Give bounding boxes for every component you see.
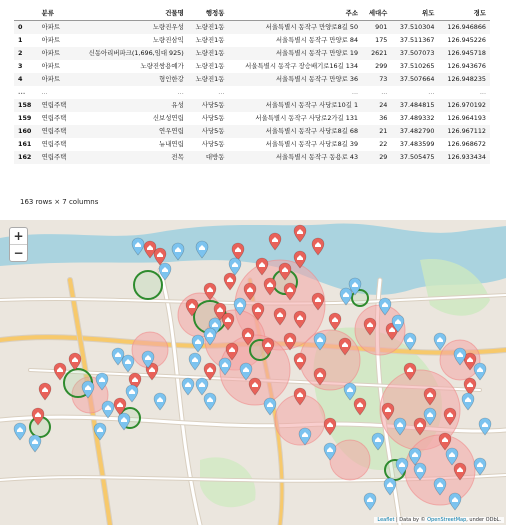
cell-address: 서울특별시 동작구 동용로 43 <box>275 153 359 161</box>
cell-district: 노량진1동 <box>195 36 225 44</box>
cell-households: 175 <box>375 36 388 44</box>
cell-latitude: 37.484815 <box>399 101 435 109</box>
attribution-text: | Data by © <box>396 517 428 523</box>
cell-longitude: 126.943676 <box>447 62 486 70</box>
cell-households: 21 <box>379 127 388 135</box>
cell-category: 연립주택 <box>41 101 67 109</box>
cell-latitude: 37.507664 <box>399 75 435 83</box>
cell-district: 노량진1동 <box>195 62 225 70</box>
cell-households: ... <box>381 88 388 96</box>
table-row <box>14 125 490 138</box>
cell-households: 24 <box>379 101 388 109</box>
cell-district: 사당5동 <box>201 114 225 122</box>
cell-longitude: 126.964193 <box>447 114 486 122</box>
cell-building-name: 형인한강 <box>159 75 184 83</box>
leaflet-link[interactable]: Leaflet <box>377 517 395 523</box>
density-circle <box>330 440 370 480</box>
cell-building-name: ... <box>177 88 184 96</box>
cell-district: 노량진1동 <box>195 23 225 31</box>
cell-district: 사당5동 <box>201 127 225 135</box>
cell-latitude: 37.483599 <box>399 140 435 148</box>
cell-address: 서울특별시 동작구 만양로 84 <box>275 36 359 44</box>
row-index: 1 <box>18 36 23 44</box>
cell-category: 아파트 <box>41 49 61 57</box>
cell-building-name: 연우연립 <box>159 127 184 135</box>
zoom-control[interactable] <box>9 227 28 262</box>
cell-category: 연립주택 <box>41 140 67 148</box>
attribution-license: , under ODbL. <box>466 517 501 523</box>
cell-latitude: 37.511367 <box>399 36 435 44</box>
row-index: ... <box>18 88 26 96</box>
cell-building-name: 뉴내연립 <box>159 140 184 148</box>
cell-households: 901 <box>375 23 388 31</box>
dataframe-output <box>0 0 506 200</box>
table-row <box>14 112 490 125</box>
osm-link[interactable]: OpenStreetMap <box>427 517 467 523</box>
folium-map[interactable] <box>0 220 506 525</box>
cell-address: 서울특별시 동작구 만양로8길 50 <box>265 23 359 31</box>
cell-building-name: 유성 <box>171 101 184 109</box>
table-row <box>14 47 490 60</box>
table-row <box>14 73 490 86</box>
dataframe-table <box>14 6 490 164</box>
cell-longitude: 126.946866 <box>447 23 486 31</box>
cell-households: 73 <box>379 75 388 83</box>
cell-latitude: ... <box>428 88 435 96</box>
cell-households: 22 <box>379 140 388 148</box>
cell-latitude: 37.507073 <box>399 49 435 57</box>
cell-category: 연립주택 <box>41 153 67 161</box>
table-row <box>14 99 490 112</box>
cell-longitude: 126.945226 <box>447 36 486 44</box>
cell-category: 아파트 <box>41 75 61 83</box>
row-index: 3 <box>18 62 23 70</box>
row-index: 162 <box>18 153 32 161</box>
cell-latitude: 37.510265 <box>399 62 435 70</box>
cell-latitude: 37.489332 <box>399 114 435 122</box>
table-row <box>14 60 490 73</box>
map-canvas[interactable] <box>0 220 506 525</box>
cell-category: 아파트 <box>41 36 61 44</box>
cell-building-name: 노량진쌍용예가 <box>140 62 184 70</box>
row-index: 2 <box>18 49 23 57</box>
cell-category: 연립주택 <box>41 127 67 135</box>
cluster-ring <box>134 271 162 299</box>
cell-building-name: 신동아리버파크(1,696,임대 925) <box>88 49 184 57</box>
cell-longitude: ... <box>479 88 486 96</box>
column-header-households: 세대수 <box>362 6 391 21</box>
zoom-out-button[interactable]: − <box>10 244 27 261</box>
cell-address: 서울특별시 동작구 사당로8길 68 <box>265 127 359 135</box>
cell-address: 서울특별시 동작구 사당로2가길 131 <box>255 114 359 122</box>
cell-district: 사당5동 <box>201 140 225 148</box>
column-header-latitude: 위도 <box>391 6 438 21</box>
cell-category: 연립주택 <box>41 114 67 122</box>
table-row <box>14 138 490 151</box>
cell-address: ... <box>351 88 359 96</box>
cell-category: 아파트 <box>41 23 61 31</box>
cell-longitude: 126.948235 <box>447 75 486 83</box>
cell-address: 서울특별시 동작구 사당로10길 1 <box>265 101 359 109</box>
cell-longitude: 126.970192 <box>447 101 486 109</box>
cell-address: 서울특별시 동작구 사당로8길 39 <box>265 140 359 148</box>
cell-longitude: 126.967112 <box>447 127 486 135</box>
column-header-district: 행정동 <box>188 6 229 21</box>
cell-district: 노량진1동 <box>195 75 225 83</box>
row-index: 4 <box>18 75 23 83</box>
cell-latitude: 37.482790 <box>399 127 435 135</box>
table-row <box>14 151 490 164</box>
table-body <box>14 21 490 165</box>
index-header <box>14 6 38 21</box>
ellipsis-row <box>14 86 490 99</box>
density-circle <box>300 330 360 390</box>
cell-households: 29 <box>379 153 388 161</box>
row-index: 0 <box>18 23 23 31</box>
cell-longitude: 126.945718 <box>447 49 486 57</box>
zoom-in-button[interactable]: + <box>13 229 24 243</box>
column-header-building-name: 건물명 <box>74 6 188 21</box>
cell-households: 299 <box>375 62 388 70</box>
column-header-longitude: 경도 <box>438 6 490 21</box>
cell-address: 서울특별시 동작구 만양로 36 <box>275 75 359 83</box>
cell-building-name: 신보성연립 <box>152 114 184 122</box>
column-header-category: 분류 <box>38 6 74 21</box>
table-row <box>14 34 490 47</box>
row-count-summary: 163 rows × 7 columns <box>20 198 99 206</box>
row-index: 160 <box>18 127 32 135</box>
column-header-address: 주소 <box>228 6 362 21</box>
row-index: 159 <box>18 114 32 122</box>
cell-latitude: 37.505475 <box>399 153 435 161</box>
cell-building-name: 전목 <box>171 153 184 161</box>
table-row <box>14 21 490 35</box>
row-index: 161 <box>18 140 32 148</box>
cell-address: 서울특별시 동작구 장승배기로16길 134 <box>245 62 359 70</box>
cell-longitude: 126.968672 <box>447 140 486 148</box>
cell-category: ... <box>41 88 48 96</box>
map-attribution <box>374 517 504 523</box>
cell-building-name: 노량진우성 <box>152 23 184 31</box>
cell-district: ... <box>218 88 225 96</box>
cell-district: 대방동 <box>205 153 225 161</box>
row-index: 158 <box>18 101 32 109</box>
cell-address: 서울특별시 동작구 만양로 19 <box>275 49 359 57</box>
cell-households: 36 <box>379 114 388 122</box>
cell-district: 사당5동 <box>201 101 225 109</box>
cell-category: 아파트 <box>41 62 61 70</box>
cell-latitude: 37.510304 <box>399 23 435 31</box>
cell-district: 노량진1동 <box>195 49 225 57</box>
table-header-row <box>14 6 490 21</box>
cell-households: 2621 <box>371 49 388 57</box>
cell-longitude: 126.933434 <box>447 153 486 161</box>
cell-building-name: 노량진삼익 <box>152 36 184 44</box>
